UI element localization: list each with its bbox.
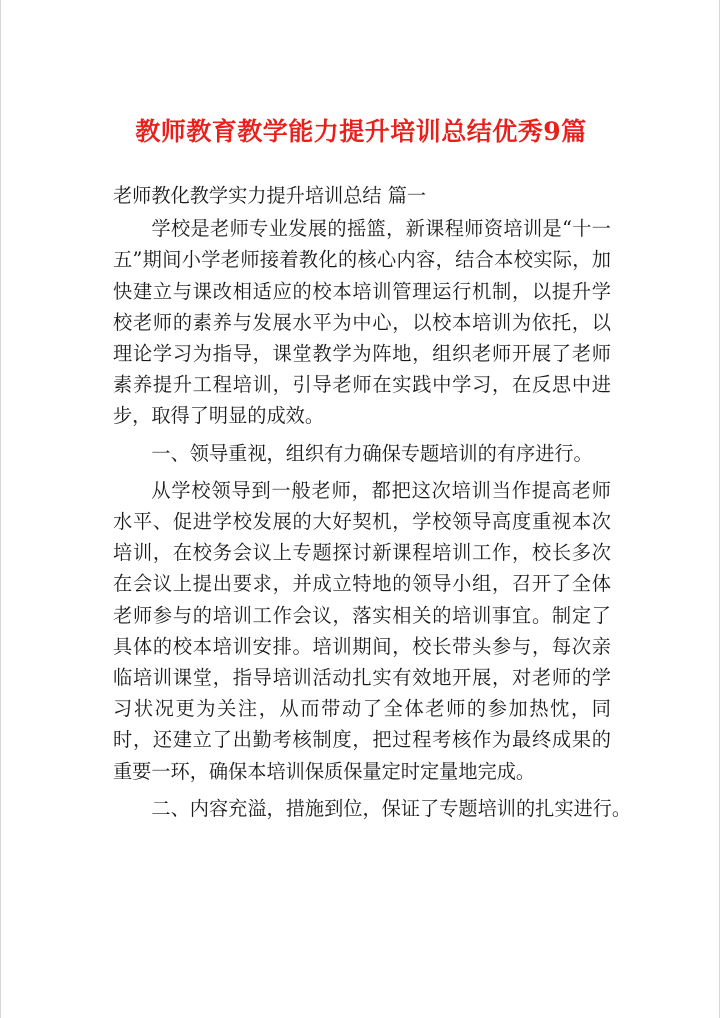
body-paragraph-leadership: 从学校领导到一般老师，都把这次培训当作提高老师水平、促进学校发展的大好契机，学校领导高度重视本次培训，在校务会议上专题探讨新课程培训工作，校长多次在会议上提出要求，并成立特地的领导小组，召开了全体老师参与的培训工作会议，落实相关的培训事宜。制定了具体的校本培训安排。培训期间，校长带头参与，每次亲临培训课堂，指导培训活动扎实有效地开展，对老师的学习状况更为关注，从而带动了全体老师的参加热忱，同时，还建立了出勤考核制度，把过程考核作为最终成果的重要一环，确保本培训保质保量定时定量地完成。 — [113, 478, 611, 783]
document-title: 教师教育教学能力提升培训总结优秀9篇 — [135, 117, 587, 146]
section-subtitle: 老师教化教学实力提升培训总结 篇一 — [113, 184, 427, 207]
body-paragraph-intro: 学校是老师专业发展的摇篮，新课程师资培训是“十一五”期间小学老师接着教化的核心内容，结合本校实际，加快建立与课改相适应的校本培训管理运行机制，以提升学校老师的素养与发展水平为中心，以校本培训为依托，以理论学习为指导，课堂教学为阵地，组织老师开展了老师素养提升工程培训，引导老师在实践中学习，在反思中进步，取得了明显的成效。 — [113, 217, 611, 428]
section-heading-2: 二、内容充溢，措施到位，保证了专题培训的扎实进行。 — [151, 796, 632, 820]
document-body — [113, 180, 632, 824]
section-heading-1: 一、领导重视，组织有力确保专题培训的有序进行。 — [151, 441, 593, 465]
